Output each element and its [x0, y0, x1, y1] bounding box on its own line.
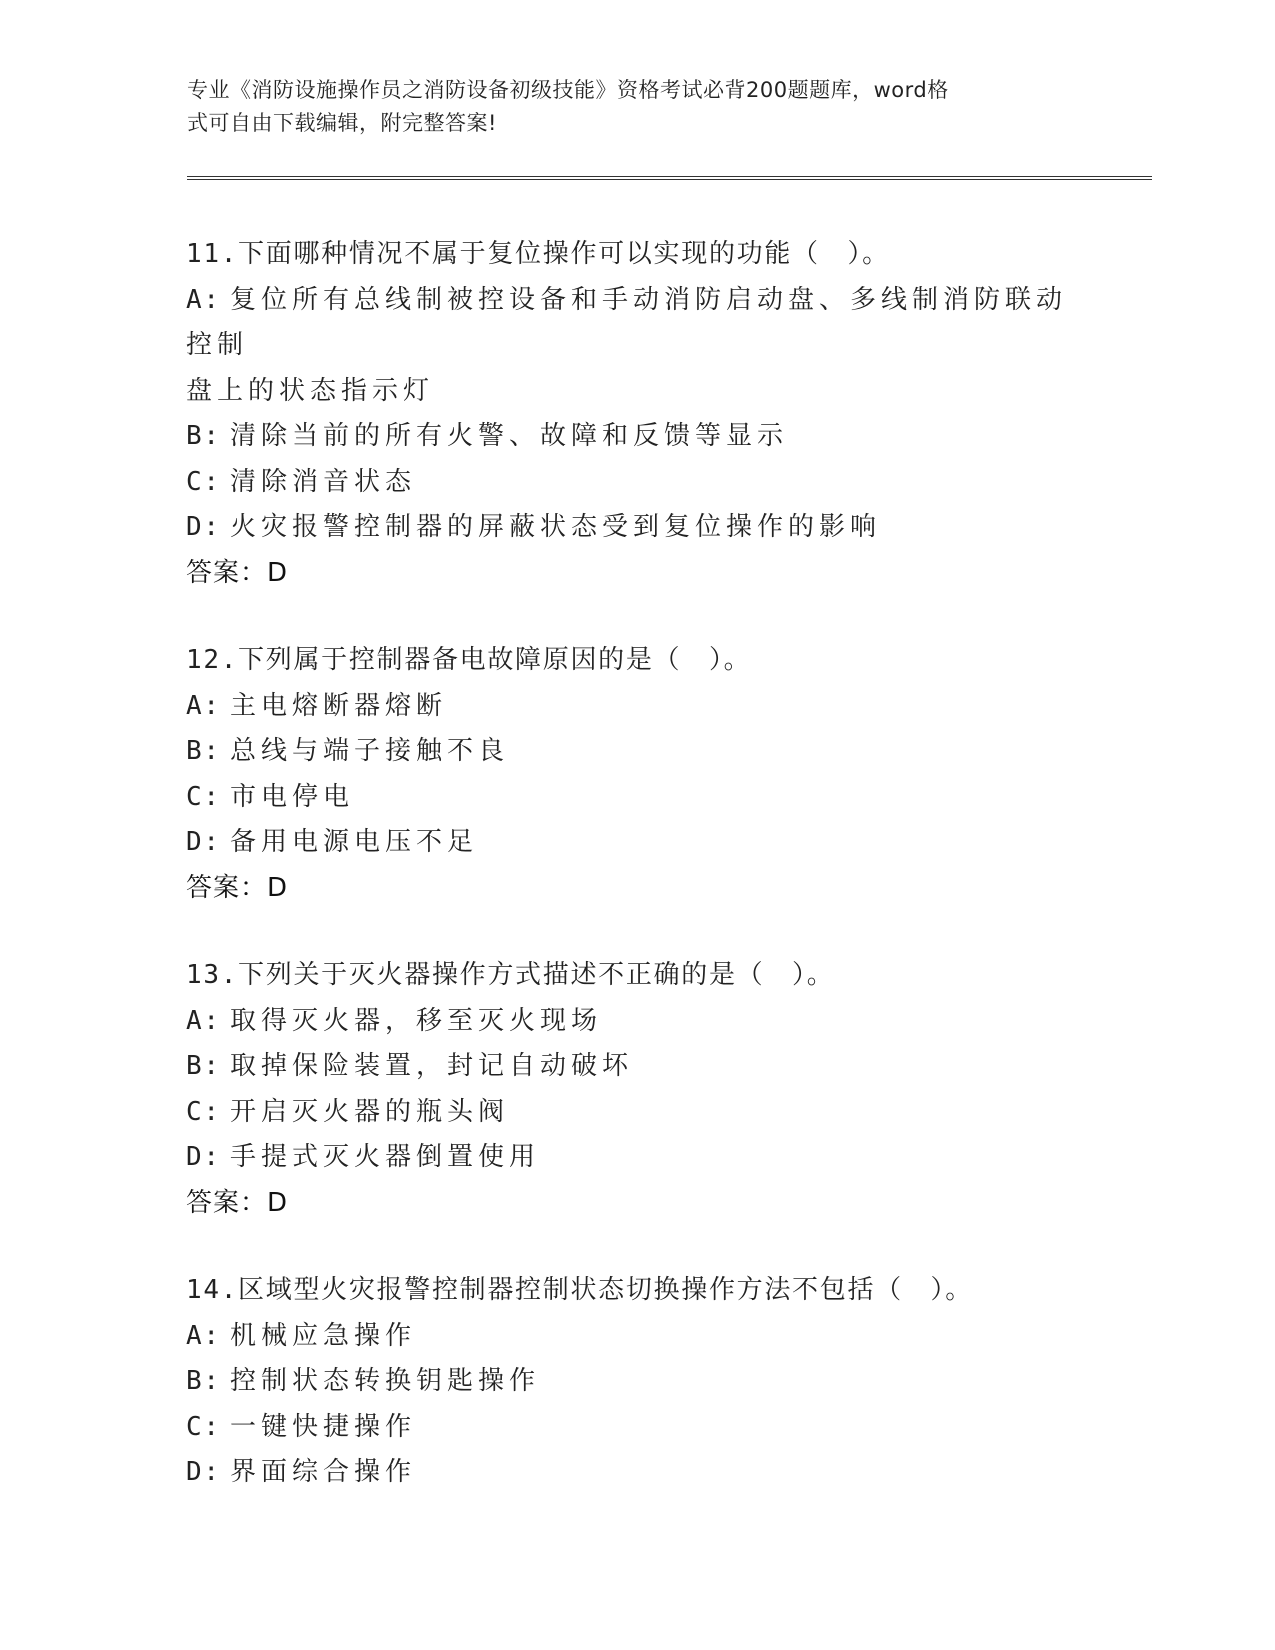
question-12 — [186, 638, 1086, 911]
question-11 — [186, 232, 1086, 596]
option-d — [186, 820, 1086, 866]
question-list — [186, 232, 1086, 1538]
question-14 — [186, 1268, 1086, 1496]
option-label: D: — [186, 1142, 221, 1172]
option-label: C: — [186, 781, 221, 812]
option-label: B: — [186, 1366, 221, 1396]
option-label: A: — [186, 1005, 221, 1036]
option-a — [186, 999, 1086, 1045]
option-label: A: — [186, 690, 221, 721]
option-b — [186, 414, 1086, 460]
option-label: D: — [186, 512, 221, 542]
question-13 — [186, 953, 1086, 1226]
option-text: 总线与端子接触不良 — [230, 736, 510, 766]
option-label: B: — [186, 421, 221, 451]
option-label: B: — [186, 1051, 221, 1081]
option-text: 手提式灭火器倒置使用 — [230, 1142, 541, 1172]
option-b — [186, 1044, 1086, 1090]
question-stem: 14.区域型火灾报警控制器控制状态切换操作方法不包括（ ）。 — [186, 1275, 973, 1305]
option-a — [186, 684, 1086, 730]
option-label: D: — [186, 1457, 221, 1487]
option-text: 清除消音状态 — [230, 466, 417, 497]
header-line-1: 专业《消防设施操作员之消防设备初级技能》资格考试必背200题题库，word格 — [187, 78, 949, 102]
option-text: 复位所有总线制被控设备和手动消防启动盘、多线制消防联动控制 — [186, 284, 1068, 360]
option-label: D: — [186, 827, 221, 857]
answer-line: 答案：D — [186, 557, 289, 588]
option-c — [186, 1090, 1086, 1136]
option-d — [186, 1450, 1086, 1496]
option-c — [186, 1405, 1086, 1451]
answer-line: 答案：D — [186, 1187, 289, 1218]
option-d — [186, 505, 1086, 551]
option-text: 主电熔断器熔断 — [230, 690, 448, 721]
option-label: C: — [186, 1411, 221, 1442]
header-divider — [187, 176, 1152, 180]
option-a — [186, 1314, 1086, 1360]
answer-line: 答案：D — [186, 872, 289, 903]
option-b — [186, 1359, 1086, 1405]
option-label: C: — [186, 466, 221, 497]
option-a — [186, 278, 1086, 369]
option-c — [186, 775, 1086, 821]
option-label: C: — [186, 1096, 221, 1127]
option-text: 取得灭火器，移至灭火现场 — [230, 1005, 603, 1036]
question-stem: 13.下列关于灭火器操作方式描述不正确的是（ ）。 — [186, 960, 835, 990]
option-label: A: — [186, 1320, 221, 1351]
option-label: B: — [186, 736, 221, 766]
option-text: 界面综合操作 — [230, 1457, 417, 1487]
option-text: 备用电源电压不足 — [230, 827, 479, 857]
option-text: 市电停电 — [230, 781, 355, 812]
option-label: A: — [186, 284, 221, 315]
option-text-continued: 盘上的状态指示灯 — [186, 375, 435, 406]
option-text: 清除当前的所有火警、故障和反馈等显示 — [230, 421, 789, 451]
header-line-2: 式可自由下载编辑，附完整答案! — [187, 111, 497, 135]
option-d — [186, 1135, 1086, 1181]
option-b — [186, 729, 1086, 775]
option-text: 火灾报警控制器的屏蔽状态受到复位操作的影响 — [230, 512, 882, 542]
document-header — [187, 74, 1067, 140]
option-c — [186, 460, 1086, 506]
option-text: 取掉保险装置，封记自动破坏 — [230, 1051, 634, 1081]
option-text: 一键快捷操作 — [230, 1411, 417, 1442]
option-text: 开启灭火器的瓶头阀 — [230, 1096, 510, 1127]
option-a-continued — [186, 369, 1086, 415]
option-text: 控制状态转换钥匙操作 — [230, 1366, 541, 1396]
option-text: 机械应急操作 — [230, 1320, 417, 1351]
question-stem: 12.下列属于控制器备电故障原因的是（ ）。 — [186, 645, 752, 675]
question-stem: 11.下面哪种情况不属于复位操作可以实现的功能（ ）。 — [186, 239, 890, 269]
